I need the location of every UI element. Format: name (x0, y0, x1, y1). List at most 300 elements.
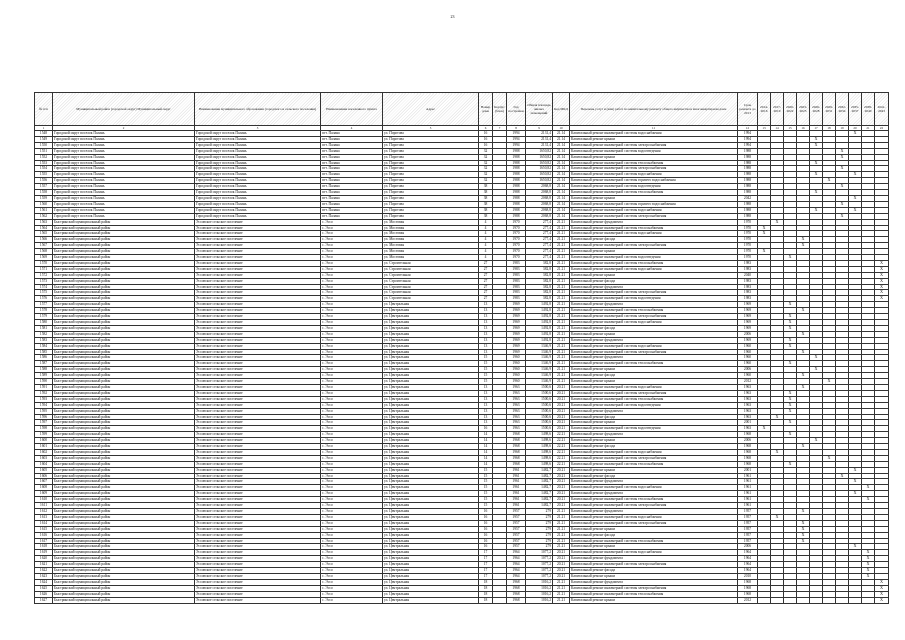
table-cell: Эссовское сельское поселение (195, 573, 321, 579)
table-cell: с. Эссо (321, 331, 383, 337)
table-cell: 1994 (738, 136, 758, 142)
table-cell: 13 (479, 308, 493, 314)
table-cell: Эссовское сельское поселение (195, 260, 321, 266)
table-cell: ул. Центральная (383, 503, 479, 509)
table-cell: Быстринский муниципальный район (53, 260, 195, 266)
table-cell: Быстринский муниципальный район (53, 343, 195, 349)
table-cell: 1482,7 (526, 497, 553, 503)
table-cell: 13 (479, 420, 493, 426)
table-cell: Эссовское сельское поселение (195, 473, 321, 479)
table-cell: Капитальный ремонт инженерной системы водоотведения (570, 255, 738, 261)
table-cell: Капитальный ремонт инженерной системы электроснабжения (570, 290, 738, 296)
table-cell: Капитальный ремонт фундамента (570, 284, 738, 290)
table-cell: пгт. Палана (321, 166, 383, 172)
table-cell: Городской округ поселок Палань (195, 142, 321, 148)
table-cell: Капитальный ремонт инженерной системы горячего водоснабжения (570, 201, 738, 207)
table-cell: ул. Центральная (383, 408, 479, 414)
header-row (35, 93, 889, 126)
table-cell: Эссовское сельское поселение (195, 585, 321, 591)
table-cell: 4 (479, 243, 493, 249)
table-cell: ул. Центральная (383, 420, 479, 426)
table-cell: с. Эссо (321, 562, 383, 568)
table-cell: ул. Мостовая (383, 237, 479, 243)
table-cell: ул. Центральная (383, 349, 479, 355)
table-cell: 1988 (738, 201, 758, 207)
table-cell: 2006 (738, 331, 758, 337)
table-cell: Эссовское сельское поселение (195, 550, 321, 556)
table-cell: 1593 (35, 396, 53, 402)
table-cell: 1970 (507, 237, 526, 243)
table-cell: Капитальный ремонт инженерной системы теплоснабжения (570, 260, 738, 266)
table-cell: X (797, 308, 810, 314)
table-cell: 1346,9 (526, 373, 553, 379)
table-cell: 1650,82 (526, 178, 553, 184)
table-cell: 20.21 (553, 485, 570, 491)
table-cell: 21.21 (553, 579, 570, 585)
table-cell: 1963 (738, 402, 758, 408)
table-cell: Эссовское сельское поселение (195, 272, 321, 278)
table-cell: 1573 (35, 278, 53, 284)
table-cell: 1016,2 (526, 585, 553, 591)
table-cell: 2012 (738, 379, 758, 385)
table-cell: Эссовское сельское поселение (195, 225, 321, 231)
table-cell: Капитальный ремонт инженерной системы электроснабжения (570, 166, 738, 172)
table-cell: Капитальный ремонт инженерной системы теплоснабжения (570, 225, 738, 231)
table-cell: 1492,8 (526, 325, 553, 331)
table-cell: 1983 (738, 278, 758, 284)
table-cell: с. Эссо (321, 408, 383, 414)
table-cell: 1970 (738, 225, 758, 231)
table-cell: ул. Поротова (383, 166, 479, 172)
table-cell: ул. Мостовая (383, 243, 479, 249)
table-cell: 1988 (507, 172, 526, 178)
table-cell: Городской округ поселок Палань (195, 136, 321, 142)
table-cell: X (784, 432, 797, 438)
table-cell: 1964 (507, 568, 526, 574)
table-cell: 1498,6 (526, 449, 553, 455)
table-cell: 1963 (507, 426, 526, 432)
table-cell: 277,4 (526, 255, 553, 261)
table-cell: Быстринский муниципальный район (53, 349, 195, 355)
table-cell: 18 (479, 591, 493, 597)
table-cell: 21.14 (553, 184, 570, 190)
table-cell: 16 (479, 426, 493, 432)
table-cell: Быстринский муниципальный район (53, 278, 195, 284)
table-cell: Городской округ поселок Палань (195, 154, 321, 160)
table-cell: 21.21 (553, 331, 570, 337)
table-cell: X (823, 379, 836, 385)
table-cell: 1988 (507, 160, 526, 166)
table-cell: 1970 (507, 231, 526, 237)
table-cell: Эссовское сельское поселение (195, 384, 321, 390)
table-cell: Капитальный ремонт инженерной системы электроснабжения (570, 142, 738, 148)
table-cell: 1609 (35, 491, 53, 497)
table-cell: 21.21 (553, 514, 570, 520)
table-cell: 1970 (507, 225, 526, 231)
table-cell: Эссовское сельское поселение (195, 509, 321, 515)
table-cell: 1561 (35, 207, 53, 213)
table-cell: Быстринский муниципальный район (53, 538, 195, 544)
table-cell: X (797, 520, 810, 526)
table-cell: Быстринский муниципальный район (53, 396, 195, 402)
table-cell: 1969 (507, 343, 526, 349)
table-cell: 2068,8 (526, 195, 553, 201)
table-cell: 277,4 (526, 243, 553, 249)
table-cell: 279 (526, 544, 553, 550)
table-cell: Капитальный ремонт крыши (570, 420, 738, 426)
table-cell: 1619 (35, 550, 53, 556)
table-cell: 1963 (507, 390, 526, 396)
table-cell: 1961 (507, 479, 526, 485)
table-cell: Быстринский муниципальный район (53, 219, 195, 225)
table-cell: 1592 (35, 390, 53, 396)
table-cell: 1623 (35, 573, 53, 579)
table-cell: 21.21 (553, 225, 570, 231)
table-cell: 38 (479, 195, 493, 201)
table-cell: 13 (479, 331, 493, 337)
table-cell: 1077,2 (526, 573, 553, 579)
table-cell: 1988 (738, 166, 758, 172)
table-cell: ул. Центральная (383, 390, 479, 396)
table-cell: ул. Строительная (383, 290, 479, 296)
table-cell: 1346,9 (526, 361, 553, 367)
table-cell: X (862, 485, 875, 491)
table-cell: Капитальный ремонт крыши (570, 331, 738, 337)
table-cell: 1988 (507, 154, 526, 160)
table-cell: ул. Центральная (383, 509, 479, 515)
table-cell: 20.21 (553, 562, 570, 568)
table-cell: 1970 (738, 249, 758, 255)
table-cell: с. Эссо (321, 302, 383, 308)
table-cell: ул. Строительная (383, 272, 479, 278)
table-cell: ул. Центральная (383, 302, 479, 308)
table-cell: Городской округ поселок Палань (53, 160, 195, 166)
table-cell: 1500,6 (526, 426, 553, 432)
table-cell: Быстринский муниципальный район (53, 355, 195, 361)
table-cell: 1988 (738, 160, 758, 166)
table-cell: X (836, 213, 849, 219)
table-cell: Капитальный ремонт крыши (570, 526, 738, 532)
table-cell: пгт. Палана (321, 178, 383, 184)
table-cell: Городской округ поселок Палань (195, 207, 321, 213)
table-cell: Эссовское сельское поселение (195, 355, 321, 361)
table-cell: Городской округ поселок Палань (53, 148, 195, 154)
table-cell: 1988 (738, 172, 758, 178)
table-cell: 21.14 (553, 178, 570, 184)
table-cell: Капитальный ремонт инженерной системы теплоснабжения (570, 461, 738, 467)
table-cell: ул. Поротова (383, 148, 479, 154)
table-cell: X (797, 349, 810, 355)
table-cell: ул. Центральная (383, 367, 479, 373)
table-cell: Городской округ поселок Палань (53, 154, 195, 160)
table-cell: Капитальный ремонт инженерной системы водоснабжения (570, 320, 738, 326)
table-cell: 21.14 (553, 172, 570, 178)
table-cell: ул. Мостовая (383, 225, 479, 231)
table-cell: Капитальный ремонт инженерной системы электроснабжения (570, 243, 738, 249)
table-cell: Городской округ поселок Палань (195, 172, 321, 178)
table-cell: ул. Центральная (383, 526, 479, 532)
table-cell: пгт. Палана (321, 195, 383, 201)
table-cell: Капитальный ремонт инженерной системы электроснабжения (570, 390, 738, 396)
table-cell: 1960 (738, 343, 758, 349)
table-cell: X (797, 526, 810, 532)
table-cell: 1988 (738, 213, 758, 219)
table-cell: Быстринский муниципальный район (53, 414, 195, 420)
table-cell: 2006 (738, 438, 758, 444)
table-cell: Эссовское сельское поселение (195, 538, 321, 544)
table-cell: Городской округ поселок Палань (195, 166, 321, 172)
table-cell: 1964 (507, 556, 526, 562)
table-cell: 1961 (738, 473, 758, 479)
table-cell: Быстринский муниципальный район (53, 384, 195, 390)
table-cell: 17 (479, 568, 493, 574)
table-cell: X (875, 260, 889, 266)
table-cell: 1500,6 (526, 408, 553, 414)
table-cell: Быстринский муниципальный район (53, 514, 195, 520)
table-cell: 21.21 (553, 538, 570, 544)
table-cell: с. Эссо (321, 231, 383, 237)
table-cell: 277,4 (526, 219, 553, 225)
table-cell: Эссовское сельское поселение (195, 325, 321, 331)
column-number: 18 (823, 126, 836, 131)
table-cell: Городской округ поселок Палань (53, 213, 195, 219)
table-cell: 21.21 (553, 266, 570, 272)
table-cell: Эссовское сельское поселение (195, 337, 321, 343)
table-cell: 1580 (35, 320, 53, 326)
table-cell: X (875, 296, 889, 302)
table-cell: Эссовское сельское поселение (195, 414, 321, 420)
table-cell: 2068,8 (526, 190, 553, 196)
table-cell: с. Эссо (321, 479, 383, 485)
table-cell: Городской округ поселок Палань (195, 184, 321, 190)
table-cell: 21.21 (553, 585, 570, 591)
table-cell: с. Эссо (321, 337, 383, 343)
column-number: 14 (771, 126, 784, 131)
column-header: 2041-2043 (875, 93, 889, 126)
column-header: Наименование населенного пункта (321, 93, 383, 126)
column-header: 2029-2031 (823, 93, 836, 126)
table-cell: 1994 (507, 131, 526, 137)
table-cell: X (862, 550, 875, 556)
table-cell (836, 597, 849, 603)
table-cell: 1961 (738, 491, 758, 497)
table-cell: 1016,2 (526, 591, 553, 597)
table-cell: 18 (479, 597, 493, 603)
table-cell: 1968 (507, 455, 526, 461)
table-cell: 1988 (507, 178, 526, 184)
table-cell: Быстринский муниципальный район (53, 420, 195, 426)
table-cell: 20.21 (553, 390, 570, 396)
table-cell: 27 (479, 296, 493, 302)
table-cell: X (875, 284, 889, 290)
table-cell: 16 (479, 532, 493, 538)
table-cell: 1577 (35, 302, 53, 308)
table-cell: Капитальный ремонт инженерной системы электроснабжения (570, 585, 738, 591)
table-cell: Быстринский муниципальный район (53, 455, 195, 461)
table-cell: Быстринский муниципальный район (53, 491, 195, 497)
table-cell: Быстринский муниципальный район (53, 556, 195, 562)
table-cell: с. Эссо (321, 384, 383, 390)
table-cell: Эссовское сельское поселение (195, 349, 321, 355)
table-cell: 14 (479, 432, 493, 438)
column-number: 8 (507, 126, 526, 131)
table-cell: Быстринский муниципальный район (53, 308, 195, 314)
table-cell: Быстринский муниципальный район (53, 568, 195, 574)
table-cell: X (849, 491, 862, 497)
table-cell: с. Эссо (321, 438, 383, 444)
table-cell: с. Эссо (321, 361, 383, 367)
table-cell: X (784, 396, 797, 402)
table-cell: X (836, 166, 849, 172)
table-cell: 1595 (35, 408, 53, 414)
table-cell: 1957 (738, 538, 758, 544)
table-cell: Капитальный ремонт фасада (570, 532, 738, 538)
table-cell: с. Эссо (321, 308, 383, 314)
table-cell: 15 (479, 373, 493, 379)
table-cell: Быстринский муниципальный район (53, 272, 195, 278)
table-cell: 1969 (507, 314, 526, 320)
table-cell: 279 (526, 514, 553, 520)
table-cell: Эссовское сельское поселение (195, 343, 321, 349)
table-cell: 21.21 (553, 260, 570, 266)
table-cell: Капитальный ремонт фасада (570, 568, 738, 574)
table-cell: Быстринский муниципальный район (53, 331, 195, 337)
table-cell: 1969 (738, 308, 758, 314)
table-cell: 2131,4 (526, 136, 553, 142)
table-cell: 1587 (35, 361, 53, 367)
table-cell: 1983 (507, 296, 526, 302)
table-cell: 1968 (738, 455, 758, 461)
table-cell: Эссовское сельское поселение (195, 556, 321, 562)
table-cell: X (862, 556, 875, 562)
table-cell: X (797, 444, 810, 450)
table-cell: 1960 (507, 355, 526, 361)
table-cell: ул. Центральная (383, 532, 479, 538)
table-cell: 15 (479, 503, 493, 509)
table-cell: 1968 (507, 461, 526, 467)
table-cell: Капитальный ремонт фундамента (570, 479, 738, 485)
table-cell: 27 (479, 290, 493, 296)
table-cell: Капитальный ремонт инженерной системы теплоснабжения (570, 160, 738, 166)
table-cell: X (810, 142, 823, 148)
table-cell: Капитальный ремонт инженерной системы электроснабжения (570, 314, 738, 320)
table-cell: 16 (479, 136, 493, 142)
table-cell: 1568 (35, 249, 53, 255)
table-cell: 1988 (738, 190, 758, 196)
column-header: Перечень услуг и (или) работ по капитальному ремонту общего имущества в многоквартирном доме (570, 93, 738, 126)
table-cell: 277,4 (526, 249, 553, 255)
table-cell: 13 (479, 337, 493, 343)
table-cell: Капитальный ремонт фасада (570, 444, 738, 450)
table-cell: 20.21 (553, 467, 570, 473)
column-header: Корпус (блок) (493, 93, 507, 126)
table-cell: Эссовское сельское поселение (195, 461, 321, 467)
table-cell: X (875, 278, 889, 284)
table-cell: Быстринский муниципальный район (53, 249, 195, 255)
table-cell: 14 (479, 438, 493, 444)
table-cell: Эссовское сельское поселение (195, 579, 321, 585)
table-cell: 1963 (507, 414, 526, 420)
table-cell: 22.21 (553, 461, 570, 467)
table-cell: Быстринский муниципальный район (53, 479, 195, 485)
table-cell: ул. Центральная (383, 585, 479, 591)
table-cell: 18 (479, 579, 493, 585)
table-cell: 15 (479, 467, 493, 473)
table-cell: 32 (479, 178, 493, 184)
table-cell: Эссовское сельское поселение (195, 266, 321, 272)
table-cell: 1548 (35, 131, 53, 137)
table-cell: 15 (479, 361, 493, 367)
table-cell: Капитальный ремонт крыши (570, 438, 738, 444)
table-cell: ул. Поротова (383, 213, 479, 219)
column-number: 2 (53, 126, 195, 131)
table-cell: Быстринский муниципальный район (53, 408, 195, 414)
table-cell: с. Эссо (321, 278, 383, 284)
table-cell: Эссовское сельское поселение (195, 503, 321, 509)
table-cell: Эссовское сельское поселение (195, 243, 321, 249)
column-header: Срок ремонта до 2013 (738, 93, 758, 126)
table-cell: Быстринский муниципальный район (53, 255, 195, 261)
table-cell: Эссовское сельское поселение (195, 231, 321, 237)
table-cell: 277,4 (526, 237, 553, 243)
column-number: 7 (493, 126, 507, 131)
table-cell: 1961 (738, 479, 758, 485)
table-cell: Эссовское сельское поселение (195, 302, 321, 308)
table-cell: Капитальный ремонт инженерной системы теплоснабжения (570, 396, 738, 402)
table-cell: 16 (479, 131, 493, 137)
table-cell: 279 (526, 532, 553, 538)
table-cell: X (875, 290, 889, 296)
table-cell: Быстринский муниципальный район (53, 520, 195, 526)
table-cell: Капитальный ремонт инженерной системы водоотведения (570, 402, 738, 408)
table-cell: Капитальный ремонт инженерной системы водоснабжения (570, 550, 738, 556)
table-cell: 1960 (507, 379, 526, 385)
table-cell: Быстринский муниципальный район (53, 509, 195, 515)
table-cell: 1963 (738, 390, 758, 396)
table-cell: ул. Центральная (383, 444, 479, 450)
table-cell: 1563 (35, 219, 53, 225)
table-cell: Эссовское сельское поселение (195, 314, 321, 320)
table-cell: 1482,7 (526, 479, 553, 485)
table-cell: 1618 (35, 544, 53, 550)
table-cell: с. Эссо (321, 556, 383, 562)
table-cell: 1983 (507, 278, 526, 284)
table-cell: 1590 (35, 379, 53, 385)
table-cell: 1960 (507, 367, 526, 373)
table-cell: Городской округ поселок Палань (53, 190, 195, 196)
table-cell: 1970 (738, 219, 758, 225)
table-cell: ул. Строительная (383, 266, 479, 272)
table-cell: Быстринский муниципальный район (53, 544, 195, 550)
table-cell: 1960 (738, 361, 758, 367)
table-cell: с. Эссо (321, 225, 383, 231)
table-cell: 13 (479, 349, 493, 355)
table-cell: Эссовское сельское поселение (195, 591, 321, 597)
table-cell: с. Эссо (321, 237, 383, 243)
table-cell: Эссовское сельское поселение (195, 497, 321, 503)
table-cell: X (784, 408, 797, 414)
table-cell: 21.21 (553, 278, 570, 284)
table-cell: 1957 (507, 520, 526, 526)
table-cell: 15 (479, 491, 493, 497)
table-cell: Капитальный ремонт инженерной системы теплоснабжения (570, 591, 738, 597)
table-cell: 1077,2 (526, 556, 553, 562)
table-cell: Быстринский муниципальный район (53, 591, 195, 597)
table-cell: ул. Центральная (383, 343, 479, 349)
table-cell: X (797, 509, 810, 515)
column-number: 13 (758, 126, 771, 131)
table-cell: 1960 (507, 361, 526, 367)
